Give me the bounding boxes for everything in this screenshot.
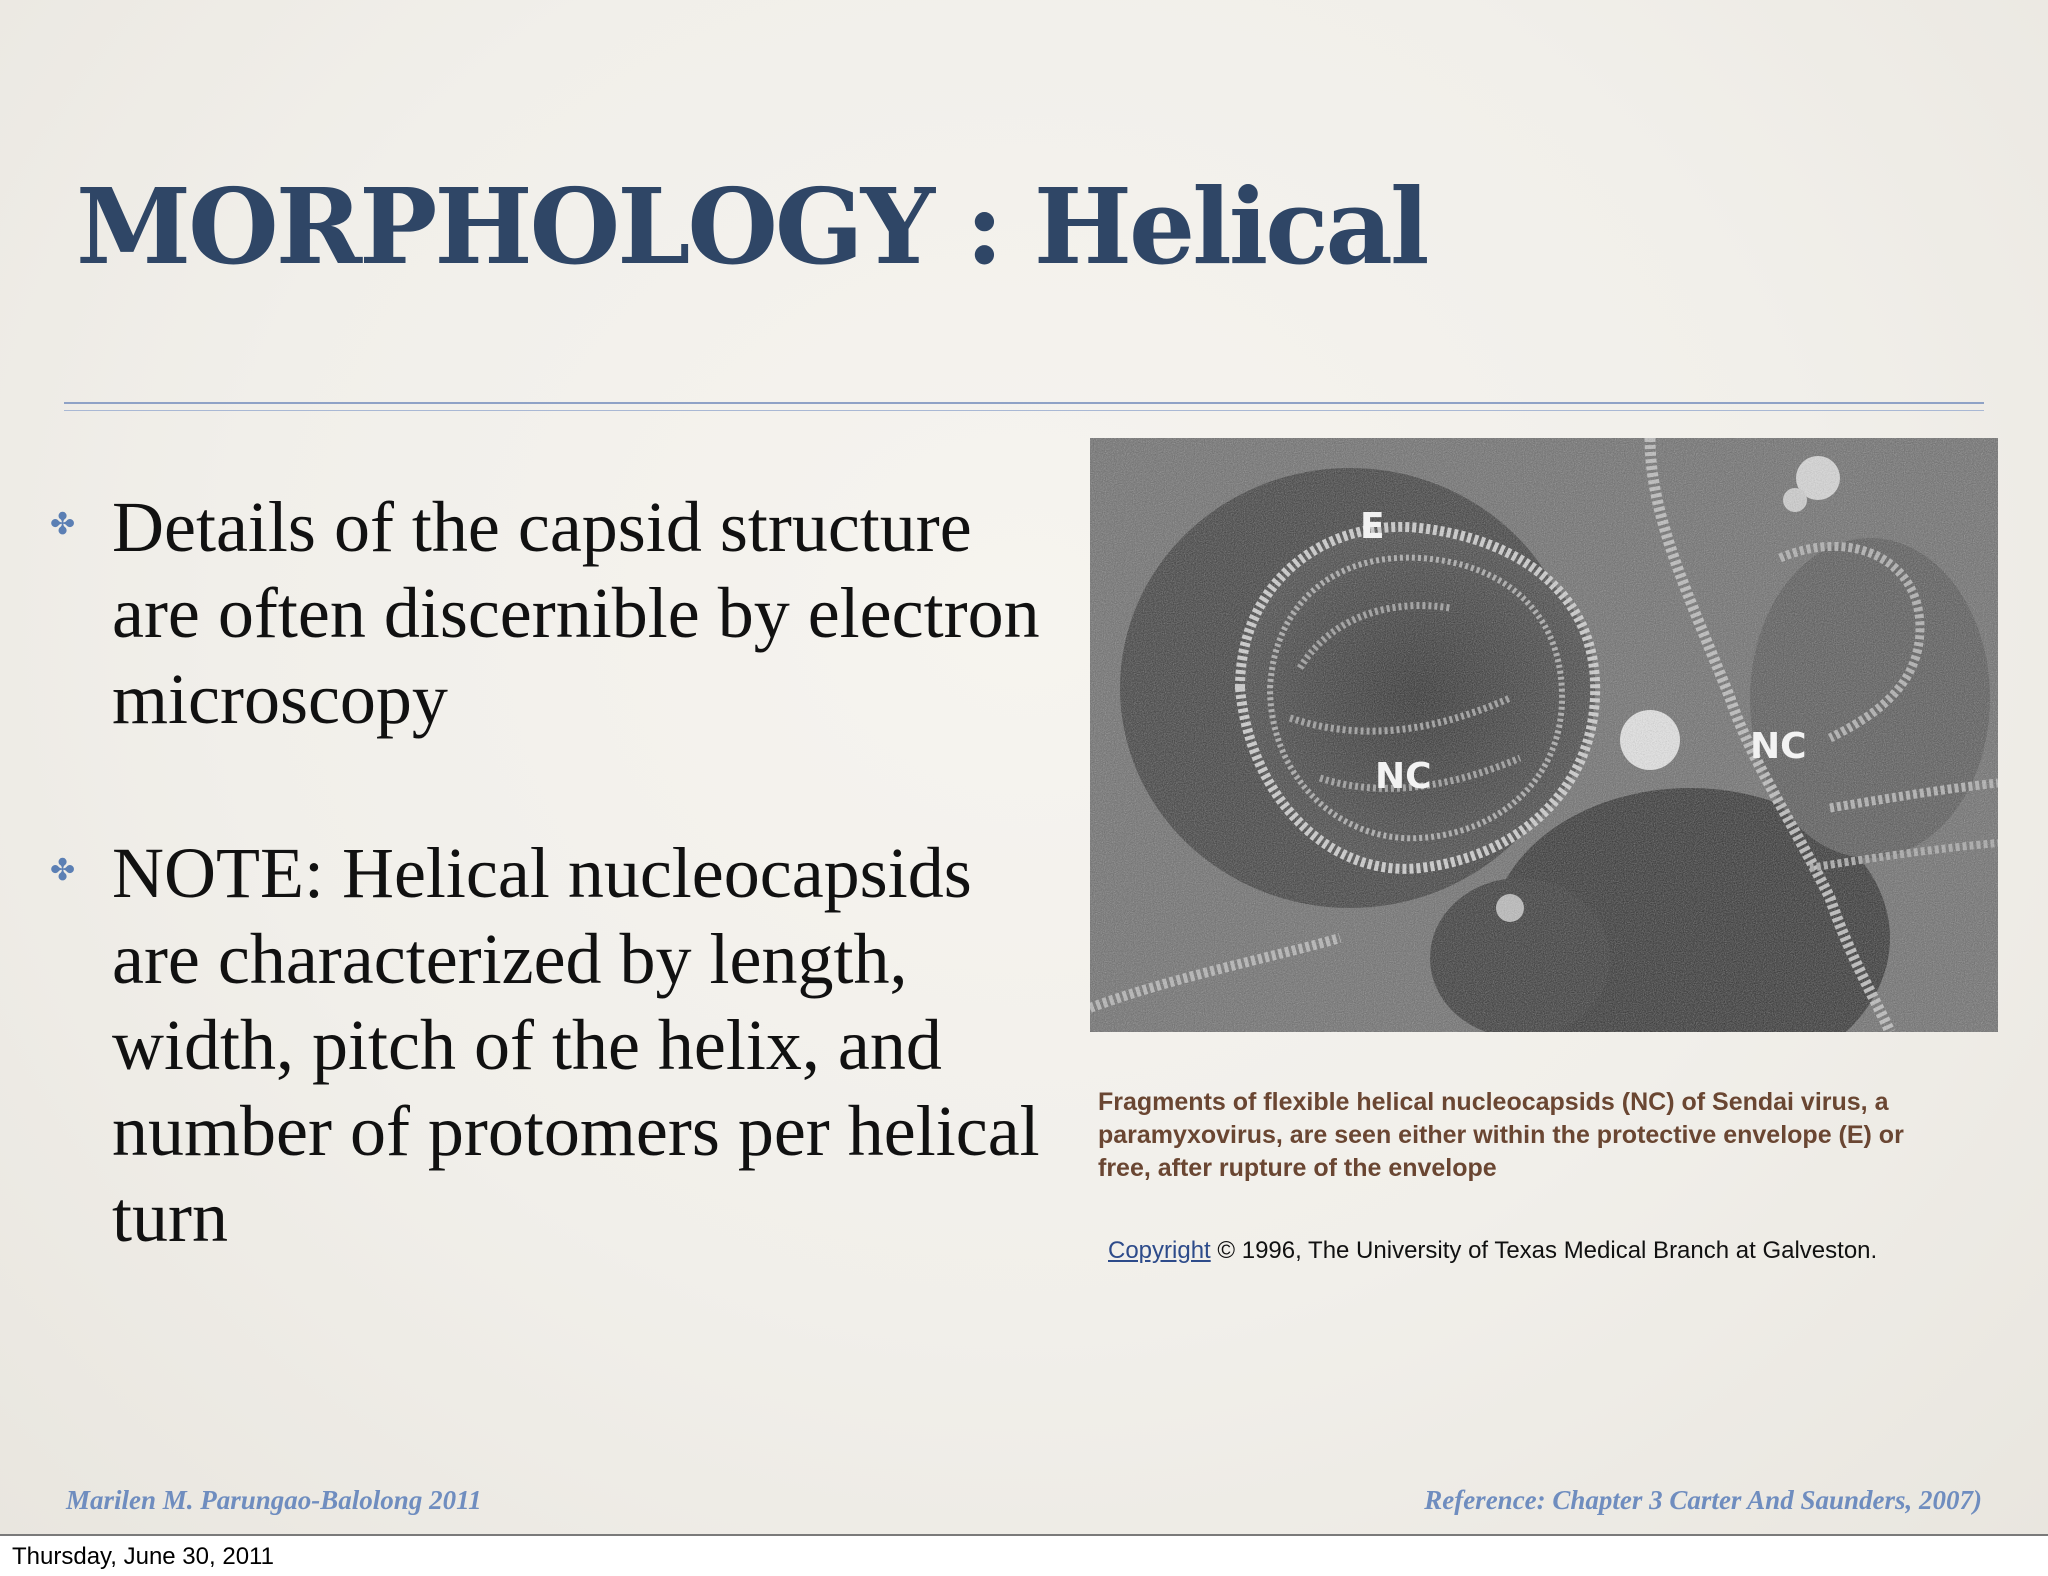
bullet-flower-icon: ✤ (50, 507, 76, 542)
title-divider-thin (64, 410, 1984, 411)
bullet-list (50, 484, 1040, 1348)
bullet-flower-icon: ✤ (50, 853, 76, 888)
footer-author: Marilen M. Parungao-Balolong 2011 (66, 1485, 482, 1515)
bullet-item (50, 484, 1040, 742)
bullet-item (50, 830, 1040, 1260)
copyright-text: © 1996, The University of Texas Medical Branch at Galveston. (1210, 1237, 1878, 1264)
title-divider (64, 402, 1984, 404)
slide-title: MORPHOLOGY : Helical (76, 165, 1427, 288)
footer-reference: Reference: Chapter 3 Carter And Saunders, 2007) (1424, 1485, 1982, 1515)
label-nucleocapsid-left: NC (1375, 756, 1432, 797)
electron-micrograph (1090, 438, 1998, 1032)
label-envelope: E (1360, 506, 1385, 547)
copyright-link[interactable]: Copyright (1108, 1237, 1211, 1264)
copyright-notice (1108, 1237, 1877, 1265)
bullet-text: NOTE: Helical nucleocapsids are characterized by length, width, pitch of the helix, and number of protomers per helical turn (112, 833, 1040, 1257)
print-date: Thursday, June 30, 2011 (12, 1543, 274, 1570)
image-caption: Fragments of flexible helical nucleocapsids (NC) of Sendai virus, a paramyxovirus, are seen either within the protective envelope (E) or free, after rupture of the envelope (1098, 1088, 1904, 1182)
label-nucleocapsid-right: NC (1750, 726, 1807, 767)
bullet-text: Details of the capsid structure are often discernible by electron microscopy (112, 487, 1040, 739)
micrograph-illustration (1090, 438, 1998, 1032)
